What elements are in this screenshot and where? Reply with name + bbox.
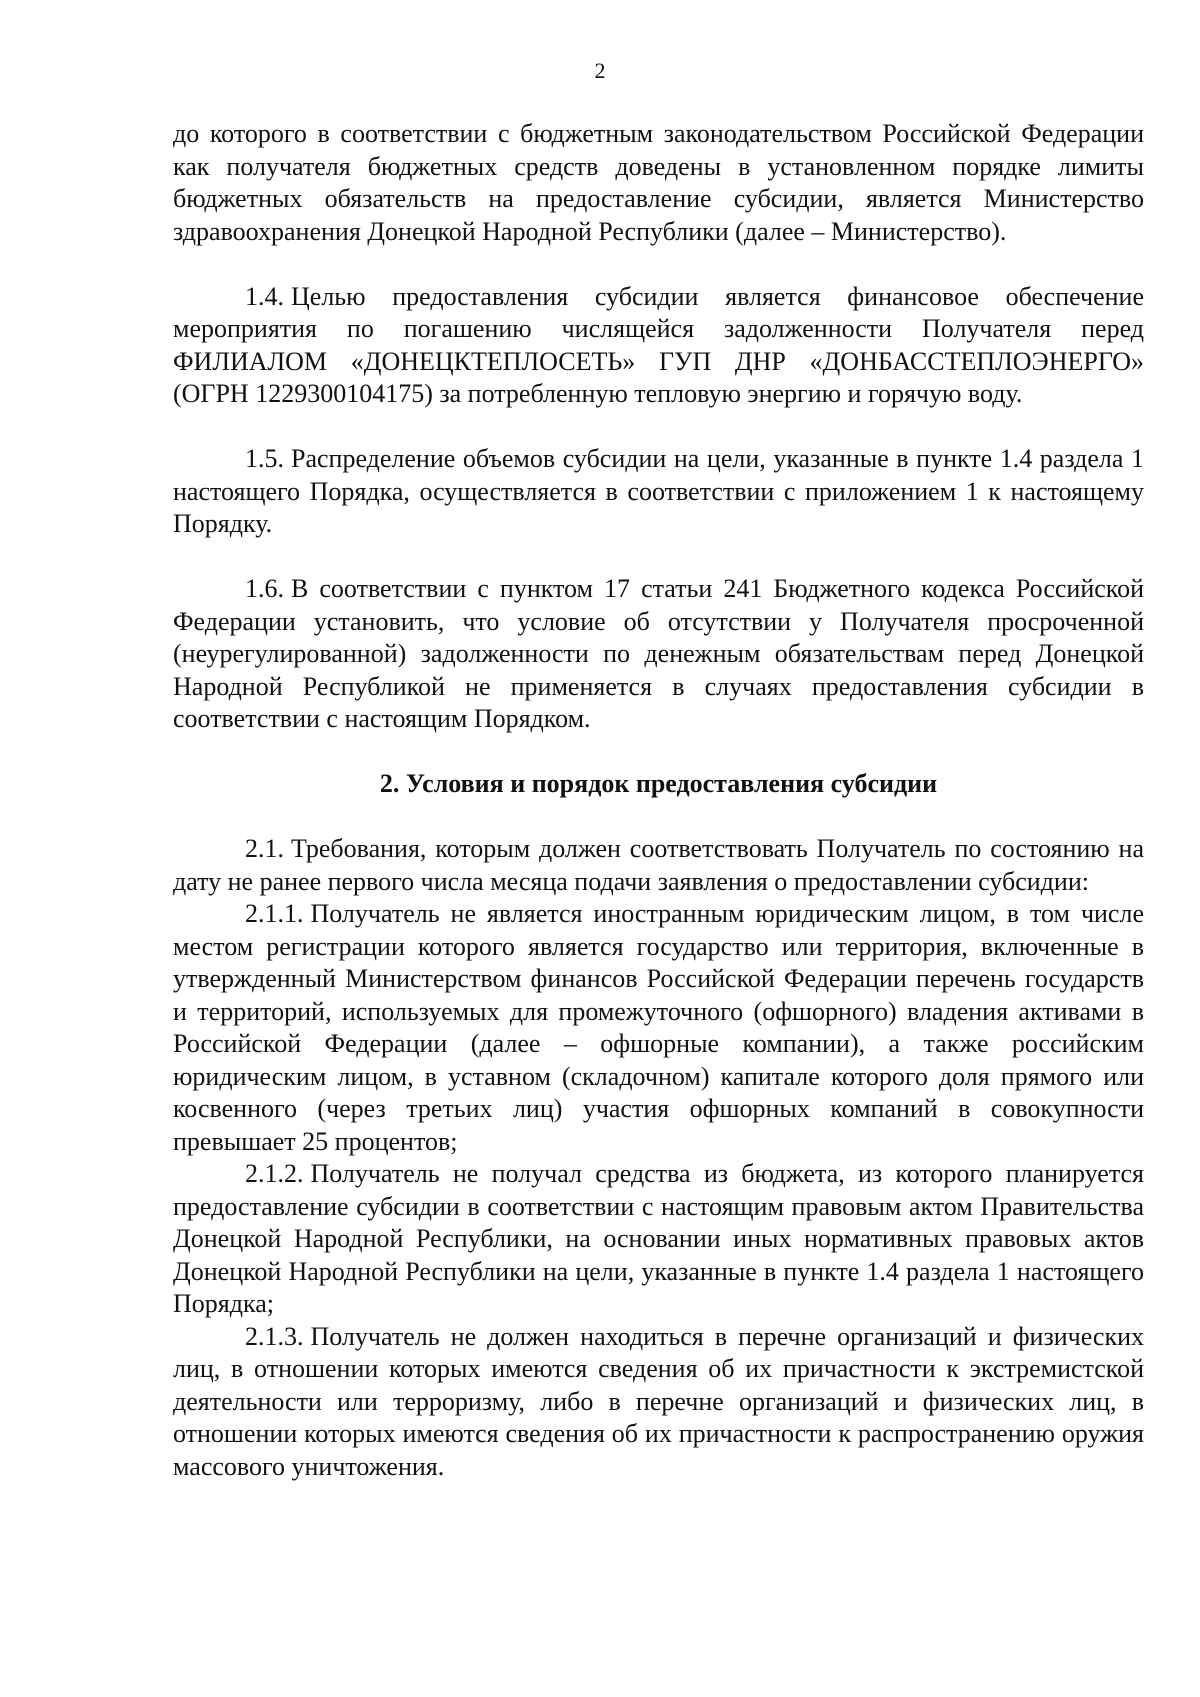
paragraph-continuation: до которого в соответствии с бюджетным законодательством Российской Федерации как получателя бюджетных средств доведены в установленном порядке лимиты бюджетных обязательств на предоставление субсидии, является Министерство здравоохранения Донецкой Народной Республики (далее – Министерство). [173,119,1144,246]
clause-text: Распределение объемов субсидии на цели, указанные в пункте 1.4 раздела 1 настоящего Порядка, осуществляется в соответствии с приложением 1 к настоящему Порядку. [173,444,1144,538]
clause-text: Требования, которым должен соответствовать Получатель по состоянию на дату не ранее первого числа месяца подачи заявления о предоставлении субсидии: [173,834,1144,896]
paragraph-2-1-2 [173,1158,1144,1321]
paragraph-2-1 [173,833,1144,898]
clause-text: Получатель не является иностранным юридическим лицом, в том числе местом регистрации которого является государство или территория, включенные в утвержденный Министерством финансов Российской Федерации перечень государств и территорий, используемых для промежуточного (офшорного) владения активами в Российской Федерации (далее – офшорные компании), а также российским юридическим лицом, в уставном (складочном) капитале которого доля прямого или косвенного (через третьих лиц) участия офшорных компаний в совокупности превышает 25 процентов; [173,899,1144,1156]
paragraph-1-5 [173,443,1144,541]
clause-text: В соответствии с пунктом 17 статьи 241 Бюджетного кодекса Российской Федерации установить, что условие об отсутствии у Получателя просроченной (неурегулированной) задолженности по денежным обязательствам перед Донецкой Народной Республикой не применяется в случаях предоставления субсидии в соответствии с настоящим Порядком. [173,574,1144,733]
paragraph-2-1-3 [173,1321,1144,1484]
clause-text: Целью предоставления субсидии является финансовое обеспечение мероприятия по погашению числящейся задолженности Получателя перед ФИЛИАЛОМ «ДОНЕЦКТЕПЛОСЕТЬ» ГУП ДНР «ДОНБАССТЕПЛОЭНЕРГО» (ОГРН 1229300104175) за потребленную тепловую энергию и горячую воду. [173,281,1144,408]
section-2-heading: 2. Условия и порядок предоставления субсидии [379,769,938,798]
clause-number: 2.1.1. [245,899,304,928]
clause-number: 1.4. [245,281,284,311]
clause-number: 2.1.2. [245,1159,304,1188]
clause-number: 1.6. [245,574,284,603]
paragraph-1-4 [173,281,1144,411]
page-number: 2 [594,58,606,83]
document-body [173,118,1144,1483]
clause-number: 2.1.3. [245,1321,304,1351]
paragraph-2-1-1 [173,898,1144,1158]
clause-number: 2.1. [245,834,284,863]
clause-text: Получатель не должен находиться в перечне организаций и физических лиц, в отношении которых имеются сведения об их причастности к экстремистской деятельности или терроризму, либо в перечне организаций и физических лиц, в отношении которых имеются сведения об их причастности к распространению оружия массового уничтожения. [173,1321,1144,1481]
clause-number: 1.5. [245,444,284,473]
clause-text: Получатель не получал средства из бюджета, из которого планируется предоставление субсидии в соответствии с настоящим правовым актом Правительства Донецкой Народной Республики, на основании иных нормативных правовых актов Донецкой Народной Республики на цели, указанные в пункте 1.4 раздела 1 настоящего Порядка; [173,1159,1144,1318]
paragraph-1-6 [173,573,1144,736]
